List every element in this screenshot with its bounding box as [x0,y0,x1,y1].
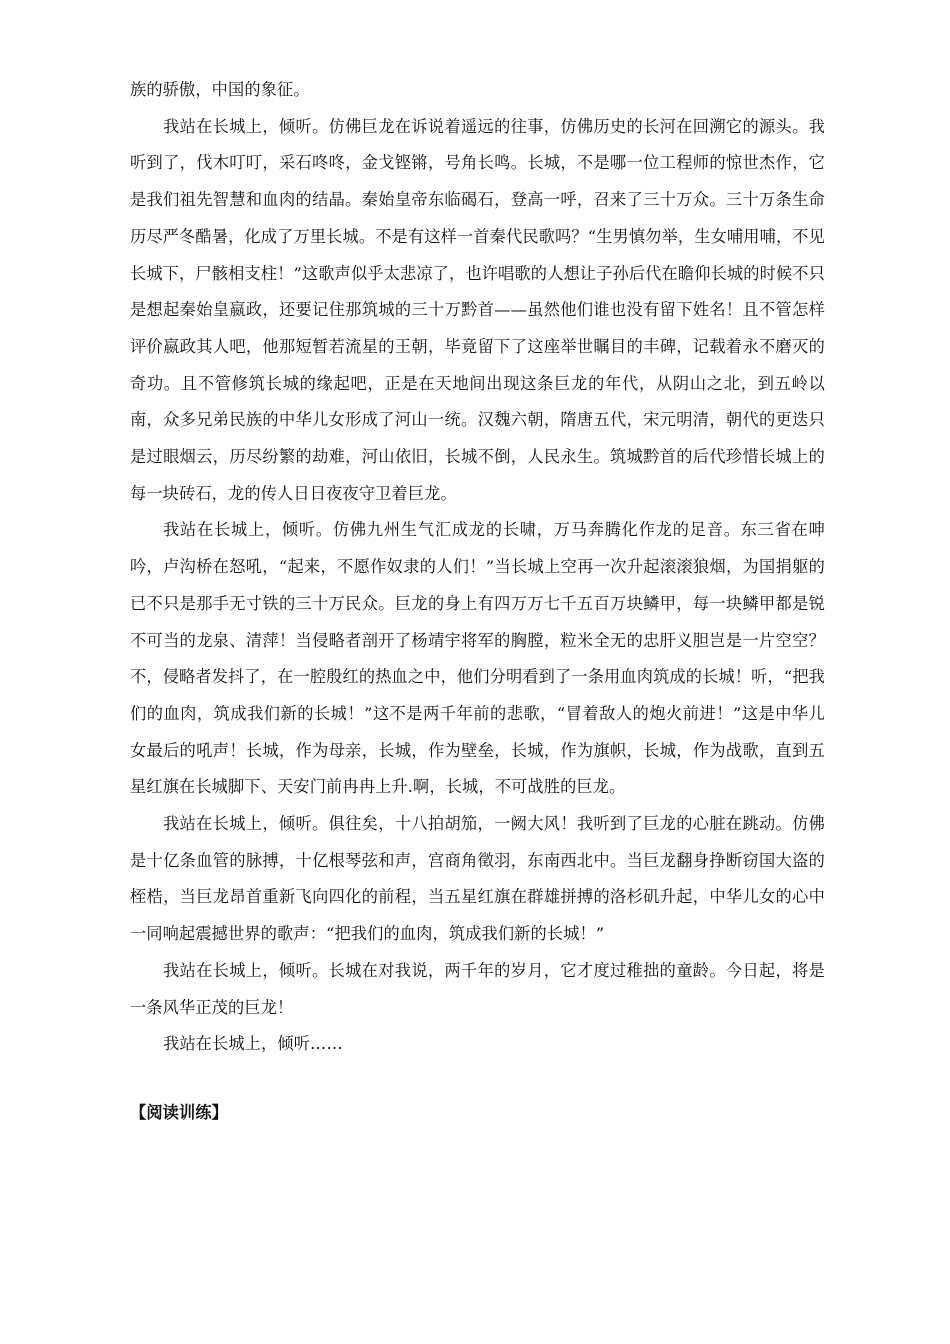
paragraph-listening-future: 我站在长城上，倾听。长城在对我说，两千年的岁月，它才度过稚拙的童龄。今日起，将是一条风华正茂的巨龙！ [130,960,825,1017]
paragraph-listening-history: 我站在长城上，倾听。仿佛巨龙在诉说着遥远的往事，仿佛历史的长河在回溯它的源头。我听到了，伐木叮叮，采石咚咚，金戈铿锵，号角长鸣。长城，不是哪一位工程师的惊世杰作，它是我们祖先智慧和血肉的结晶。秦始皇帝东临碣石，登高一呼，召来了三十万众。三十万条生命历尽严冬酷暑，化成了万里长城。不是有这样一首秦代民歌吗？“生男慎勿举，生女哺用哺，不见长城下，尸骸相支柱！”这歌声似乎太悲凉了，也许唱歌的人想让子孙后代在瞻仰长城的时候不只是想起秦始皇嬴政，还要记住那筑城的三十万黔首——虽然他们谁也没有留下姓名！且不管怎样评价嬴政其人吧，他那短暂若流星的王朝，毕竟留下了这座举世瞩目的丰碑，记载着永不磨灭的奇功。且不管修筑长城的缘起吧，正是在天地间出现这条巨龙的年代，从阴山之北，到五岭以南，众多兄弟民族的中华儿女形成了河山一统。汉魏六朝，隋唐五代，宋元明清，朝代的更迭只是过眼烟云，历尽纷繁的劫难，河山依旧，长城不倒，人民永生。筑城黔首的后代珍惜长城上的每一块砖石，龙的传人日日夜夜守卫着巨龙。 [130,116,825,503]
document-page [130,72,825,1132]
paragraph-listening-war: 我站在长城上，倾听。仿佛九州生气汇成龙的长啸，万马奔腾化作龙的足音。东三省在呻吟，卢沟桥在怒吼，“起来，不愿作奴隶的人们！”当长城上空再一次升起滚滚狼烟，为国捐躯的已不只是那手无寸铁的三十万民众。巨龙的身上有四万万七千五百万块鳞甲，每一块鳞甲都是锐不可当的龙泉、清萍！当侵略者剖开了杨靖宇将军的胸膛，粒米全无的忠肝义胆岂是一片空空？不，侵略者发抖了，在一腔殷红的热血之中，他们分明看到了一条用血肉筑成的长城！听，“把我们的血肉，筑成我们新的长城！”这不是两千年前的悲歌，“冒着敌人的炮火前进！”这是中华儿女最后的吼声！长城，作为母亲，长城，作为壁垒，长城，作为旗帜，长城，作为战歌，直到五星红旗在长城脚下、天安门前冉冉上升.啊，长城，不可战胜的巨龙。 [130,520,825,797]
section-heading-reading-training: 【阅读训练】 [130,1102,229,1122]
paragraph-listening-heartbeat: 我站在长城上，倾听。俱往矣，十八拍胡笳，一阙大风！我听到了巨龙的心脏在跳动。仿佛是十亿条血管的脉搏，十亿根琴弦和声，宫商角徵羽，东南西北中。当巨龙翻身挣断窃国大盗的桎梏，当巨龙昂首重新飞向四化的前程，当五星红旗在群雄拼搏的洛杉矶升起，中华儿女的心中一同响起震撼世界的歌声：“把我们的血肉，筑成我们新的长城！” [130,814,825,944]
section-spacer [130,1063,825,1095]
paragraph-closing: 我站在长城上，倾听…… [163,1034,343,1054]
paragraph-continuation: 族的骄傲，中国的象征。 [130,80,310,99]
